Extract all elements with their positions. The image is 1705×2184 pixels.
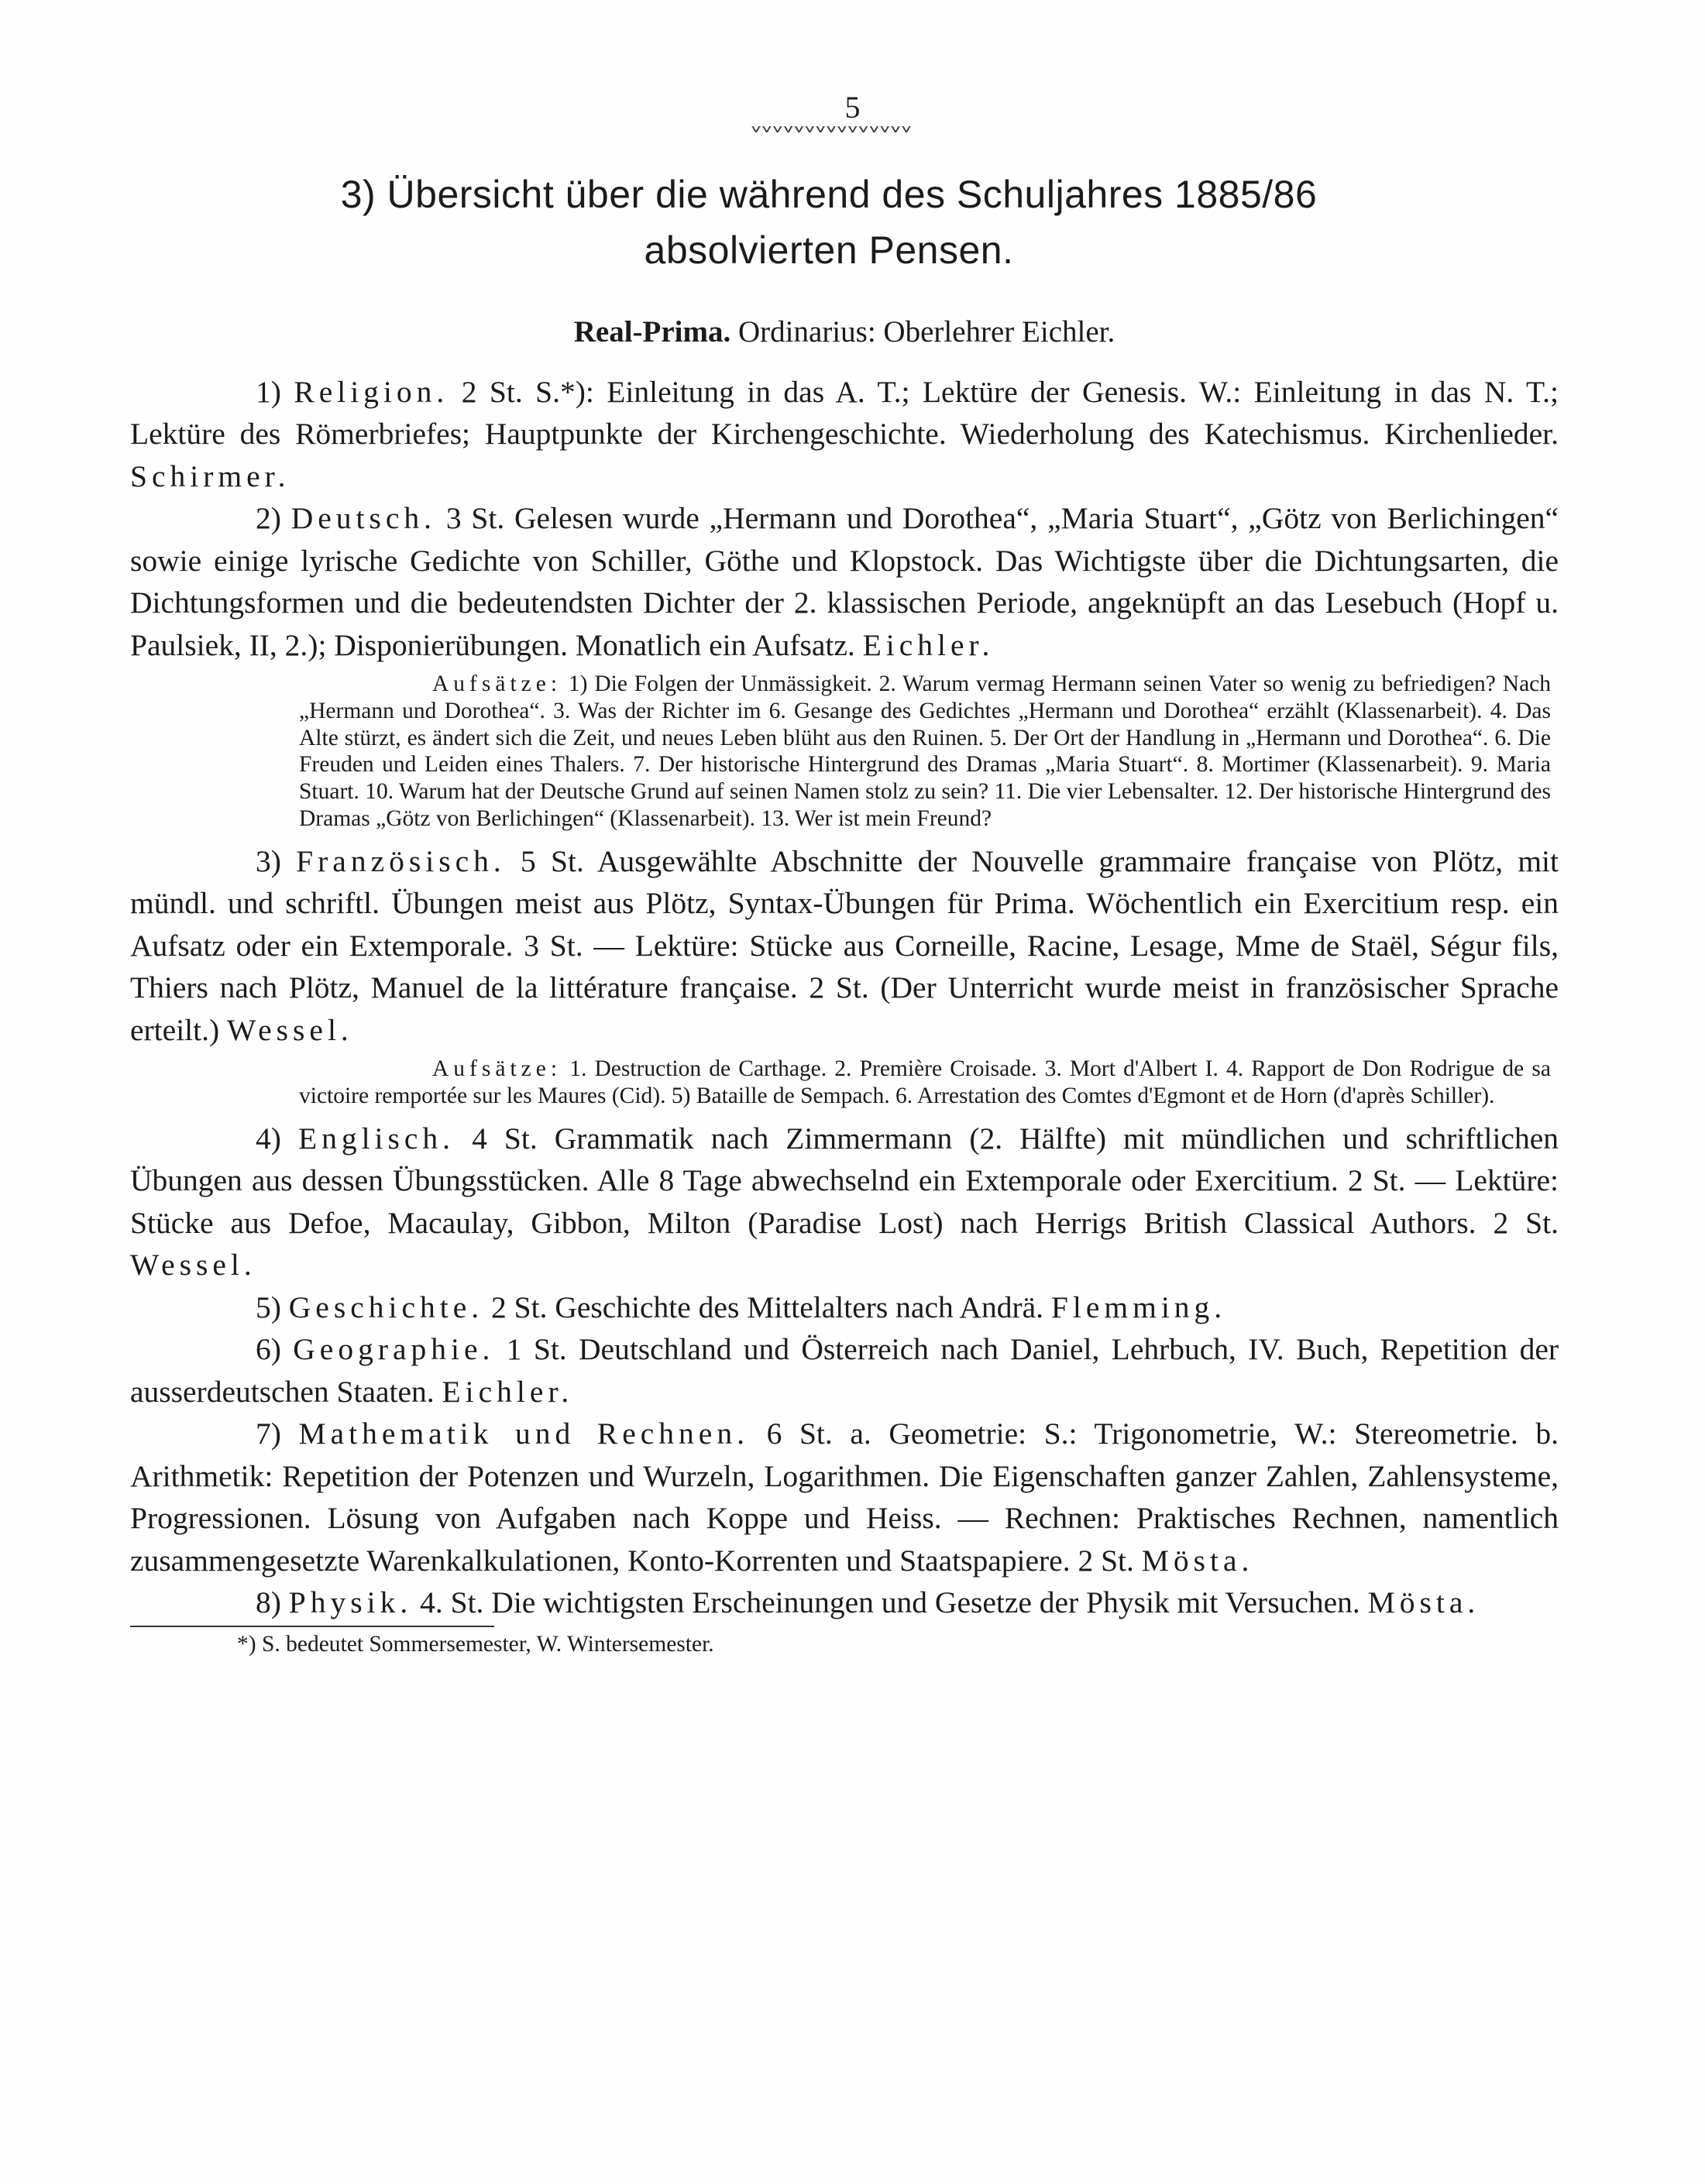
- page-number: 5: [844, 90, 861, 125]
- subject-text: 3 St. Gelesen wurde „Hermann und Dorothea“, „Maria Stuart“, „Götz von Berlichingen“ sowie einige lyrische Gedichte von Schiller, Göthe und Klopstock. Das Wichtigste über die Dichtungsarten, die Dichtungsformen und die bedeutendsten Dichter der 2. klassischen Periode, angeknüpft an das Lesebuch (Hopf u. Paulsiek, II, 2.); Disponierübungen. Monatlich ein Aufsatz.: [130, 501, 1559, 662]
- essays-label: Aufsätze:: [432, 671, 562, 696]
- subject-name: Französisch.: [296, 843, 506, 878]
- subject-physik: [130, 1581, 1559, 1624]
- subject-number: 6): [256, 1332, 281, 1367]
- subject-name: Religion.: [294, 374, 449, 409]
- class-heading: [130, 311, 1559, 354]
- subject-name: Englisch.: [297, 1121, 455, 1156]
- essays-label: Aufsätze:: [432, 1056, 562, 1082]
- subject-geschichte: [130, 1286, 1559, 1329]
- document-body: [130, 311, 1559, 1658]
- subject-name: Physik.: [288, 1585, 413, 1620]
- title-line-2: absolvierten Pensen.: [644, 228, 1014, 272]
- subject-mathematik: [130, 1413, 1559, 1581]
- subject-text: 2 St. Geschichte des Mittelalters nach Andrä.: [491, 1289, 1044, 1324]
- ornament-divider: [750, 126, 913, 132]
- subject-number: 4): [256, 1121, 281, 1156]
- essay-list-deutsch: [299, 671, 1551, 833]
- essay-list-franzoesisch: [299, 1056, 1551, 1110]
- footnote-rule: [130, 1626, 494, 1627]
- subject-text: 4. St. Die wichtigsten Erscheinungen und Gesetze der Physik mit Versuchen.: [420, 1585, 1360, 1620]
- subject-franzoesisch: [130, 840, 1559, 1052]
- subject-teacher: Wessel.: [227, 1012, 353, 1047]
- essays-text: 1. Destruction de Carthage. 2. Première Croisade. 3. Mort d'Albert I. 4. Rapport de Don Rodrigue de sa victoire remportée sur les Maures (Cid). 5) Bataille de Sempach. 6. Arrestation des Comtes d'Egmont et de Horn (d'après Schiller).: [299, 1056, 1551, 1109]
- subject-text: 2 St. S.*): Einleitung in das A. T.; Lektüre der Genesis. W.: Einleitung in das N. T.; Lektüre des Römerbriefes; Hauptpunkte der Kirchengeschichte. Wiederholung des Katechismus. Kirchenlieder.: [130, 374, 1559, 451]
- subject-text: 1 St. Deutschland und Österreich nach Daniel, Lehrbuch, IV. Buch, Repetition der ausserdeutschen Staaten.: [130, 1332, 1559, 1409]
- subject-text: 5 St. Ausgewählte Abschnitte der Nouvelle grammaire française von Plötz, mit mündl. und schriftl. Übungen meist aus Plötz, Syntax-Übungen für Prima. Wöchentlich ein Exercitium resp. ein Aufsatz oder ein Extemporale. 3 St. — Lektüre: Stücke aus Corneille, Racine, Lesage, Mme de Staël, Ségur fils, Thiers nach Plötz, Manuel de la littérature française. 2 St. (Der Unterricht wurde meist in französischer Sprache erteilt.): [130, 843, 1559, 1047]
- subject-number: 3): [256, 843, 281, 878]
- class-name: Real-Prima.: [573, 315, 731, 349]
- footnote: *) S. bedeutet Sommersemester, W. Wintersemester.: [237, 1631, 714, 1657]
- subject-name: Deutsch.: [290, 501, 437, 535]
- page-title: [155, 167, 1503, 278]
- subject-number: 7): [256, 1417, 281, 1451]
- subject-teacher: Wessel.: [130, 1248, 256, 1283]
- subject-teacher: Eichler.: [862, 627, 995, 662]
- subject-name: Mathematik und Rechnen.: [298, 1417, 749, 1451]
- subject-number: 8): [256, 1585, 281, 1620]
- subject-englisch: [130, 1118, 1559, 1286]
- class-ordinarius: Ordinarius: Oberlehrer Eichler.: [738, 315, 1115, 349]
- essays-text: 1) Die Folgen der Unmässigkeit. 2. Warum vermag Hermann seinen Vater so wenig zu befriedigen? Nach „Hermann und Dorothea“. 3. Was der Richter im 6. Gesange des Gedichtes „Hermann und Dorothea“ erzählt (Klassenarbeit). 4. Das Alte stürzt, es ändert sich die Zeit, und neues Leben blüht aus den Ruinen. 5. Der Ort der Handlung in „Hermann und Dorothea“. 6. Die Freuden und Leiden eines Thalers. 7. Der historische Hintergrund des Dramas „Maria Stuart“. 8. Mortimer (Klassenarbeit). 9. Maria Stuart. 10. Warum hat der Deutsche Grund auf seinen Namen stolz zu sein? 11. Die vier Lebensalter. 12. Der historische Hintergrund des Dramas „Götz von Berlichingen“ (Klassenarbeit). 13. Wer ist mein Freund?: [299, 671, 1551, 831]
- subject-name: Geschichte.: [288, 1289, 484, 1324]
- subject-name: Geographie.: [293, 1332, 495, 1367]
- subject-number: 1): [256, 374, 281, 409]
- subject-text: 6 St. a. Geometrie: S.: Trigonometrie, W.: Stereometrie. b. Arithmetik: Repetition der Potenzen und Wurzeln, Logarithmen. Die Eigenschaften ganzer Zahlen, Zahlensysteme, Progressionen. Lösung von Aufgaben nach Koppe und Heiss. — Rechnen: Praktisches Rechnen, namentlich zusammengesetzte Warenkalkulationen, Konto-Korrenten und Staatspapiere. 2 St.: [130, 1417, 1559, 1578]
- subject-deutsch: [130, 497, 1559, 666]
- subject-teacher: Mösta.: [1141, 1543, 1254, 1578]
- subject-teacher: Flemming.: [1050, 1289, 1227, 1324]
- title-line-1: 3) Übersicht über die während des Schuljahres 1885/86: [340, 173, 1318, 216]
- subject-number: 5): [256, 1289, 281, 1324]
- subject-text: 4 St. Grammatik nach Zimmermann (2. Hälfte) mit mündlichen und schriftlichen Übungen aus dessen Übungsstücken. Alle 8 Tage abwechselnd ein Extemporale oder Exercitium. 2 St. — Lektüre: Stücke aus Defoe, Macaulay, Gibbon, Milton (Paradise Lost) nach Herrigs British Classical Authors. 2 St.: [130, 1121, 1559, 1240]
- subject-religion: [130, 371, 1559, 498]
- subject-geographie: [130, 1328, 1559, 1413]
- subject-teacher: Mösta.: [1367, 1585, 1480, 1620]
- subject-teacher: Eichler.: [442, 1374, 574, 1409]
- subject-number: 2): [256, 501, 281, 535]
- subject-teacher: Schirmer.: [130, 458, 290, 493]
